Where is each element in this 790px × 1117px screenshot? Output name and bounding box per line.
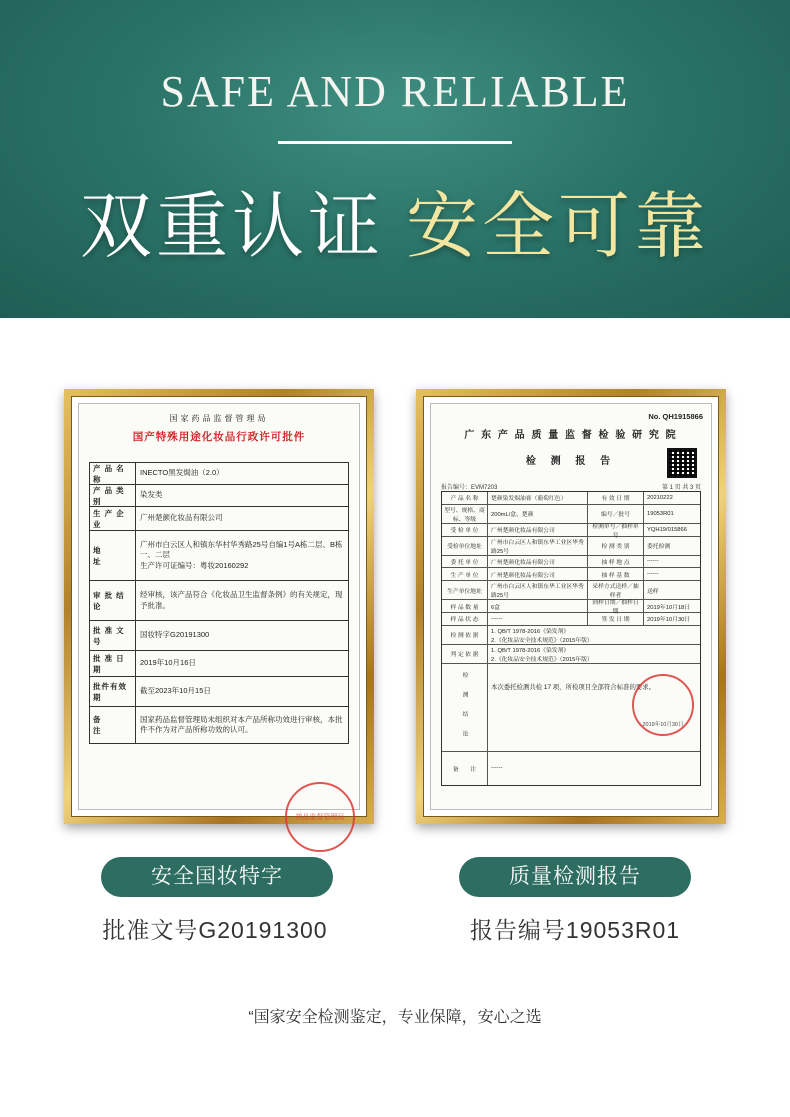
row-label: 备 注	[90, 707, 136, 743]
row-label: 生产单位地址	[442, 581, 488, 599]
row-value: 送样	[647, 588, 659, 595]
approval-number-text: 批准文号G20191300	[102, 917, 328, 943]
row-label: 采样方式送样／抽样者	[588, 581, 644, 599]
row-value: 广州楚颜化妆品有限公司	[488, 556, 588, 568]
report-number-text: 报告编号19053R01	[469, 917, 681, 943]
row-value: 20210222	[647, 494, 673, 501]
table-row	[442, 524, 700, 537]
row-value	[488, 645, 700, 663]
table-row	[442, 492, 700, 505]
row-value: 国妆特字G20191300	[140, 630, 210, 640]
table-row	[90, 621, 348, 651]
row-value: 截至2023年10月15日	[140, 686, 211, 696]
table-row	[90, 651, 348, 677]
basis-line: 1. QB/T 1978-2016《染发剂》	[491, 628, 570, 635]
row-value: 19053R01	[647, 510, 674, 517]
row-label: 编号／批号	[588, 505, 644, 523]
row-value: 200mL/盒、楚颜	[488, 505, 588, 523]
test-seal: 2019年10月30日	[632, 674, 694, 736]
row-value: 委托检测	[647, 544, 671, 551]
license-number: 生产许可证编号：粤妆20160292	[140, 560, 249, 570]
approval-table	[89, 462, 349, 744]
row-label: 检 测 依 据	[442, 626, 488, 644]
row-label: 判 定 依 据	[442, 645, 488, 663]
row-label: 检测单号／抽样单号	[588, 524, 644, 536]
table-row	[442, 664, 700, 752]
certificate-frame-left	[64, 389, 374, 824]
badge-national-cosmetic: 安全国妆特字	[101, 857, 333, 897]
row-label: 备 注	[442, 752, 488, 785]
hero-title-en: SAFE AND RELIABLE	[160, 67, 630, 116]
table-row	[90, 463, 348, 485]
table-row	[90, 707, 348, 743]
report-meta	[441, 482, 701, 491]
institute-name: 广 东 产 品 质 量 监 督 检 验 研 究 院	[464, 430, 678, 441]
conclusion-text: 本次委托检测共检 17 项，所检项目全部符合标准的要求。	[491, 683, 656, 691]
badge-quality-report: 质量检测报告	[459, 857, 691, 897]
row-label: 抽 样 基 数	[588, 568, 644, 580]
row-label: 签 发 日 期	[588, 613, 644, 625]
report-serial: No. QH1915866	[648, 412, 703, 421]
row-label: 批件有效期	[90, 677, 136, 706]
row-value: 广州楚颜化妆品有限公司	[140, 513, 223, 523]
row-label: 抽 样 地 点	[588, 556, 644, 568]
row-value	[488, 626, 700, 644]
row-label: 受检单位地址	[442, 537, 488, 555]
row-label: 地 址	[90, 531, 136, 580]
judge-line: 1. QB/T 1978-2016《染发剂》	[491, 647, 570, 654]
row-label: 审 批 结 论	[90, 581, 136, 620]
row-label: 产 品 名 称	[442, 492, 488, 504]
table-row	[90, 507, 348, 531]
report-table	[441, 491, 701, 786]
table-row	[442, 581, 700, 600]
table-row	[442, 752, 700, 785]
row-label: 受 检 单 位	[442, 524, 488, 536]
row-value: 广州市白云区人和镇东华工业区华秀路25号	[488, 581, 588, 599]
hero-banner	[0, 0, 790, 318]
row-value: ------	[647, 558, 659, 565]
row-label: 批 准 文 号	[90, 621, 136, 650]
report-title: 检 测 报 告	[525, 456, 617, 467]
table-row	[442, 505, 700, 524]
document-title: 国产特殊用途化妆品行政许可批件	[132, 431, 306, 443]
row-value: 2019年10月30日	[647, 617, 691, 624]
table-row	[442, 537, 700, 556]
approval-document	[78, 403, 360, 821]
row-value: 广州市白云区人和镇东华工业区华秀路25号	[488, 537, 588, 555]
row-label: 到样日期／抽样日期	[588, 600, 644, 612]
judge-line: 2.《化妆品安全技术规范》（2015年版）	[491, 656, 593, 663]
official-seal: 药品监督管理局	[285, 782, 355, 852]
row-value: 经审核，该产品符合《化妆品卫生监督条例》的有关规定，现予批准。	[140, 590, 343, 610]
row-label: 生 产 单 位	[442, 568, 488, 580]
row-label: 批 准 日 期	[90, 651, 136, 676]
issuing-organization: 国家药品监督管理局	[169, 414, 269, 423]
row-value: INECTO黑发焗油（2.0）	[140, 468, 224, 478]
row-label: 产 品 类 别	[90, 485, 136, 506]
row-value: 广州楚颜化妆品有限公司	[488, 524, 588, 536]
row-value: 广州楚颜化妆品有限公司	[488, 568, 588, 580]
table-row	[442, 568, 700, 581]
hero-title-cn	[0, 168, 790, 272]
row-value: ------	[491, 765, 503, 772]
row-label: 检 测 结 论	[442, 664, 488, 751]
row-label: 委 托 单 位	[442, 556, 488, 568]
row-value: 国家药品监督管理局未组织对本产品所称功效进行审核，本批件不作为对产品所称功效的认可。	[140, 714, 343, 734]
row-value	[136, 531, 348, 580]
table-row	[442, 613, 700, 626]
row-value: ------	[647, 571, 659, 578]
qr-code-icon	[667, 448, 697, 478]
row-label: 样 品 数 量	[442, 600, 488, 612]
row-label: 产 品 名 称	[90, 463, 136, 484]
row-value: 2019年10月18日	[647, 604, 691, 611]
row-value: 染发类	[140, 490, 163, 500]
table-row	[90, 581, 348, 621]
row-value: YQH19/015866	[647, 526, 687, 533]
row-value: 6盒	[488, 600, 588, 612]
table-row	[442, 600, 700, 616]
table-row	[442, 645, 700, 664]
row-value: ------	[488, 613, 588, 625]
table-row	[442, 626, 700, 645]
table-row	[442, 556, 700, 569]
table-row	[90, 485, 348, 507]
row-value: 楚颜染发焗油膏（葡萄红色）	[488, 492, 588, 504]
row-label: 型号、规格、商标、等级	[442, 505, 488, 523]
hero-title-cn-highlight: 安全可靠	[406, 184, 711, 268]
basis-line: 2.《化妆品安全技术规范》（2015年版）	[491, 637, 593, 644]
report-number: 报告编号：EVM7203	[441, 485, 498, 491]
address-text: 广州市白云区人和镇东华村华秀路25号自编1号A栋二层、B栋一、二层	[140, 539, 343, 560]
row-label: 样 品 状 态	[442, 613, 488, 625]
row-label: 检 测 类 别	[588, 537, 644, 555]
row-value: 2019年10月16日	[140, 658, 196, 668]
table-row	[90, 677, 348, 707]
table-row	[90, 531, 348, 581]
certificate-frame-right	[416, 389, 726, 824]
row-label: 有 效 日 期	[588, 492, 644, 504]
test-report-document	[430, 403, 712, 810]
row-label: 生 产 企 业	[90, 507, 136, 530]
page-count: 第 1 页 共 3 页	[661, 485, 701, 491]
hero-title-cn-main: 双重认证	[79, 184, 384, 268]
hero-divider	[278, 141, 512, 144]
footer-quote: “国家安全检测鉴定，专业保障，安心之选	[248, 1009, 542, 1026]
